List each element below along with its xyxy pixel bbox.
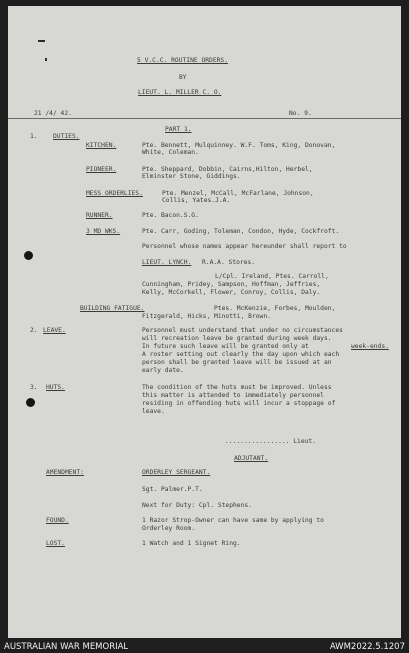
building-fatigue-label: BUILDING FATIGUE. bbox=[80, 305, 145, 312]
section-number: 1. bbox=[30, 133, 38, 140]
huts-line: The condition of the huts must be improved. Unless bbox=[142, 384, 332, 391]
third-md-line: Pte. Carr, Goding, Toleman, Condon, Hyde, Cockfroft. bbox=[142, 228, 340, 235]
kitchen-line: Pte. Bennett, Mulquinney. W.F. Toms, King, Donovan, bbox=[142, 142, 336, 149]
leave-line: person shall be granted leave will be issued at an bbox=[142, 359, 332, 366]
orderly-sergeant-heading: ORDERLEY SERGEANT. bbox=[142, 469, 211, 476]
runner-label: RUNNER. bbox=[86, 212, 113, 219]
leave-week-ends: week-ends. bbox=[351, 343, 389, 350]
lynch-line: R.A.A. Stores. bbox=[202, 259, 256, 266]
third-md-line: Personnel whose names appear hereunder shall report to bbox=[142, 243, 347, 250]
personnel-line: Cunningham, Pridey, Sampson, Hoffman, Jeffries, bbox=[142, 281, 321, 288]
mess-orderlies-line: Collis, Yates.J.A. bbox=[162, 197, 231, 204]
building-fatigue-line: Ptes. McKenzie, Forbes, Moulden, bbox=[214, 305, 336, 312]
leave-line: A roster setting out clearly the day upon which each bbox=[142, 351, 340, 358]
officer-line: LIEUT. L. MILLER C. O. bbox=[138, 89, 222, 96]
sergeant-line: Sgt. Palmer.P.T. bbox=[142, 486, 203, 493]
part-heading: PART 1. bbox=[165, 126, 192, 133]
routine-orders-document bbox=[8, 6, 401, 638]
found-line: Orderley Room. bbox=[142, 525, 196, 532]
by-line: BY bbox=[179, 74, 187, 81]
leave-line: In future such leave will be granted only at bbox=[142, 343, 309, 350]
huts-line: residing in offending huts will incur a stoppage of bbox=[142, 400, 336, 407]
signature-line: ................. Lieut. bbox=[225, 438, 316, 445]
order-date: 21 /4/ 42. bbox=[34, 110, 72, 117]
runner-line: Pte. Bacon.S.G. bbox=[142, 212, 199, 219]
section-label-huts: HUTS. bbox=[46, 384, 65, 391]
header-rule bbox=[8, 118, 401, 119]
footer-accession-number: AWM2022.5.1207 bbox=[329, 642, 405, 652]
pioneer-line: Elminster Stone, Giddings. bbox=[142, 173, 241, 180]
found-line: 1 Razor Strop-Owner can have same by applying to bbox=[142, 517, 324, 524]
mess-orderlies-label: MESS ORDERLIES. bbox=[86, 190, 143, 197]
document-page bbox=[8, 6, 401, 638]
huts-line: leave. bbox=[142, 408, 165, 415]
found-label: FOUND. bbox=[46, 517, 69, 524]
leave-line: Personnel must understand that under no circumstances bbox=[142, 327, 343, 334]
huts-line: this matter is attended to immediately personnel bbox=[142, 392, 324, 399]
personnel-line: Kelly, McCorkell, Flower, Conroy, Collis, Daly. bbox=[142, 289, 321, 296]
section-number: 3. bbox=[30, 384, 38, 391]
kitchen-line: White, Coleman. bbox=[142, 149, 199, 156]
building-fatigue-line: Fitzgerald, Hicks, Minotti, Brown. bbox=[142, 313, 271, 320]
document-title: 5 V.C.C. ROUTINE ORDERS. bbox=[137, 57, 228, 64]
leave-line: will recreation leave be granted during week days. bbox=[142, 335, 332, 342]
section-label-duties: DUTIES. bbox=[53, 133, 80, 140]
section-number: 2. bbox=[30, 327, 38, 334]
mess-orderlies-line: Pte. Menzel, McCall, McFarlane, Johnson, bbox=[162, 190, 314, 197]
lost-line: 1 Watch and 1 Signet Ring. bbox=[142, 540, 241, 547]
lynch-label: LIEUT. LYNCH. bbox=[142, 259, 192, 266]
third-md-label: 3 MD WKS. bbox=[86, 228, 121, 235]
footer-bar bbox=[0, 640, 409, 653]
personnel-line: L/Cpl. Ireland, Ptes. Carroll, bbox=[215, 273, 329, 280]
amendment-label: AMENDMENT: bbox=[46, 469, 84, 476]
kitchen-label: KITCHEN. bbox=[86, 142, 117, 149]
lost-label: LOST. bbox=[46, 540, 65, 547]
footer-institution: AUSTRALIAN WAR MEMORIAL bbox=[4, 642, 129, 652]
adjutant-label: ADJUTANT. bbox=[234, 455, 269, 462]
next-duty-line: Next for Duty: Cpl. Stephens. bbox=[142, 502, 252, 509]
leave-line: early date. bbox=[142, 367, 184, 374]
pioneer-line: Pte. Sheppard, Dobbin, Cairns,Hilton, Herbel, bbox=[142, 166, 313, 173]
order-number: No. 9. bbox=[289, 110, 312, 117]
pioneer-label: PIONEER. bbox=[86, 166, 117, 173]
section-label-leave: LEAVE. bbox=[43, 327, 66, 334]
